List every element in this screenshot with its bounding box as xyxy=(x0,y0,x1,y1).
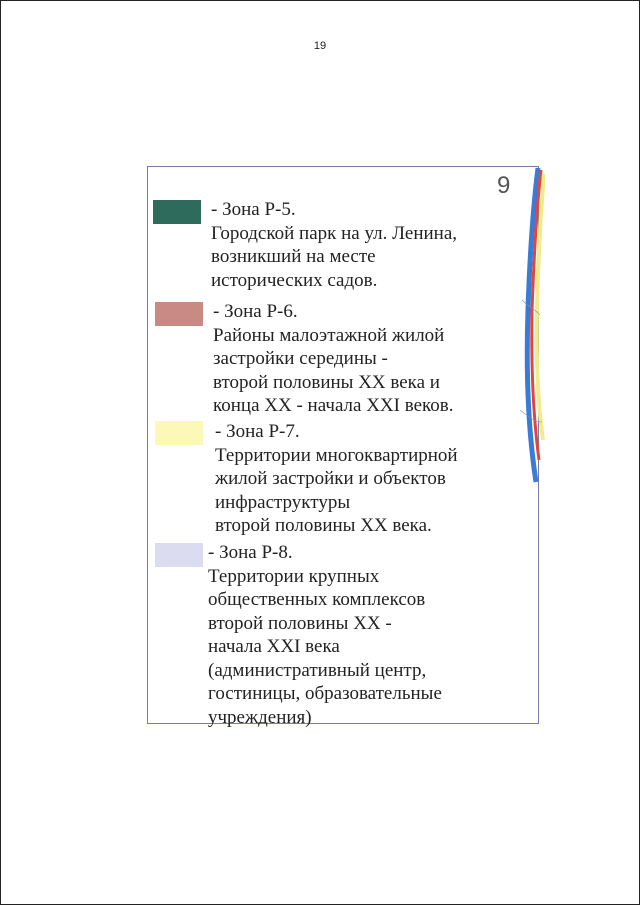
zone-r8-line: гостиницы, образовательные xyxy=(208,683,442,704)
zone-r7-swatch xyxy=(155,421,203,445)
zone-r7-label: - Зона Р-7. xyxy=(215,421,300,442)
zone-r5-entry xyxy=(211,198,457,292)
zone-r7-entry xyxy=(215,420,458,538)
zone-r8-line: учреждения) xyxy=(208,706,312,728)
zone-r7-line: Территории многоквартирной xyxy=(215,444,458,466)
zone-r8-swatch xyxy=(155,543,203,567)
zone-r6-swatch xyxy=(155,302,203,326)
map-fragment xyxy=(500,160,545,490)
zone-r7-line: жилой застройки и объектов xyxy=(215,468,446,489)
zone-r8-label: - Зона Р-8. xyxy=(208,542,293,563)
zone-r5-line: исторических садов. xyxy=(211,269,378,291)
zone-r5-label: - Зона Р-5. xyxy=(211,199,296,220)
zone-r7-line: второй половины XX века. xyxy=(215,515,432,536)
sheet-number: 9 xyxy=(497,172,511,199)
zone-r8-entry xyxy=(208,541,442,729)
zone-r6-line: конца XX - начала XXI веков. xyxy=(213,395,454,416)
zone-r8-line: Территории крупных xyxy=(208,565,380,587)
zone-r5-swatch xyxy=(153,200,201,224)
zone-r5-line: Городской парк на ул. Ленина, xyxy=(211,222,458,244)
zone-r8-line: (административный центр, xyxy=(208,659,427,681)
zone-r6-line: застройки середины - xyxy=(213,348,388,369)
zone-r7-line: инфраструктуры xyxy=(215,491,351,513)
zone-r5-line: возникший на месте xyxy=(211,246,376,267)
zone-r6-line: второй половины XX века и xyxy=(213,371,440,393)
zone-r8-line: начала XXI века xyxy=(208,636,340,657)
zone-r6-label: - Зона Р-6. xyxy=(213,301,298,322)
zone-r8-line: второй половины XX - xyxy=(208,612,392,634)
zone-r6-entry xyxy=(213,300,454,418)
zone-r8-line: общественных комплексов xyxy=(208,589,426,610)
page-number: 19 xyxy=(313,40,327,52)
zone-r6-line: Районы малоэтажной жилой xyxy=(213,324,445,346)
